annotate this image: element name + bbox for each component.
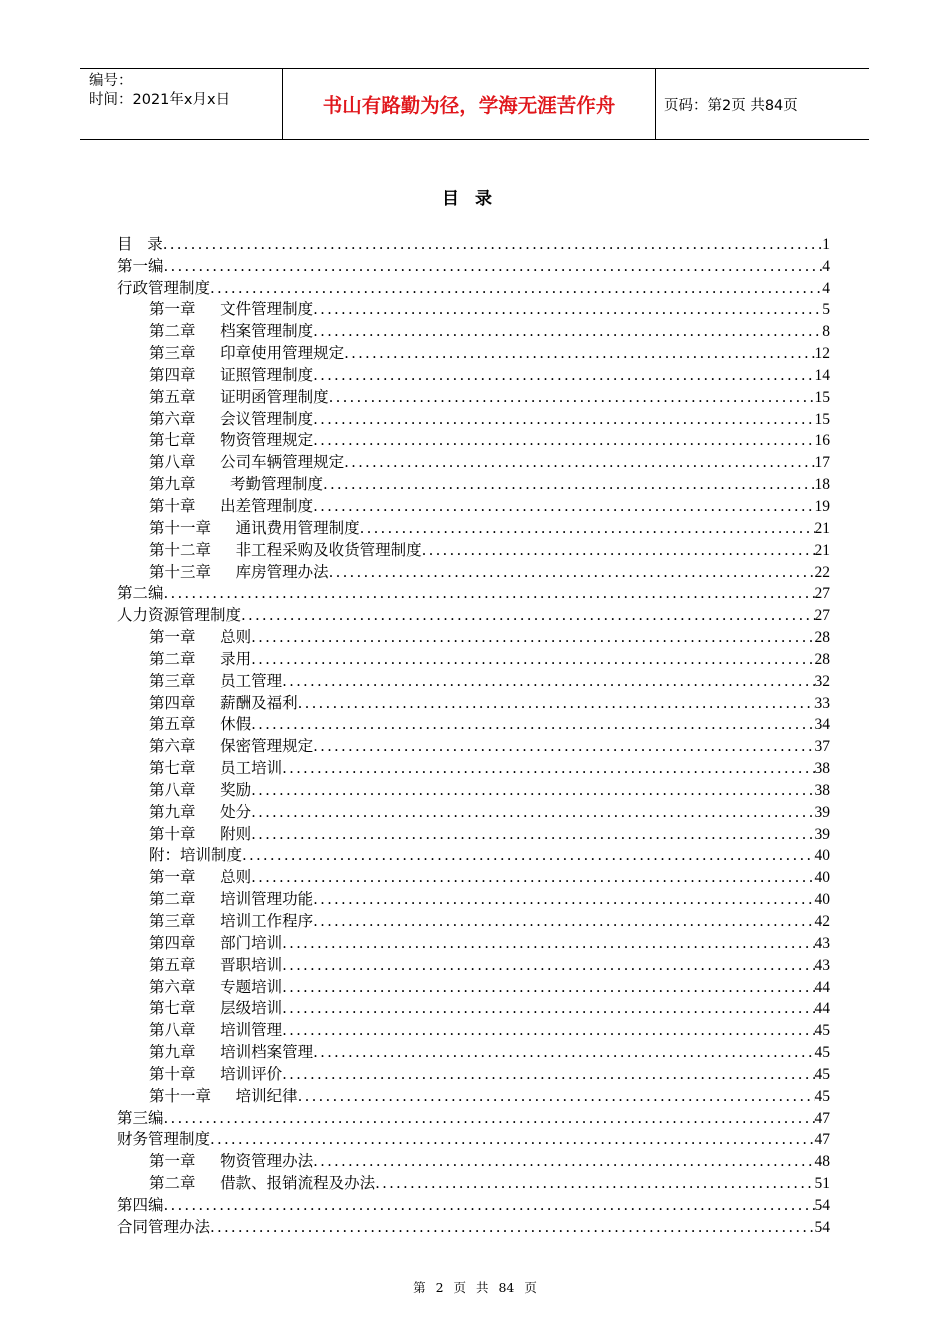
toc-entry-page: 22	[814, 563, 830, 581]
toc-entry-page: 27	[814, 585, 830, 603]
toc-leader-dots	[251, 867, 814, 888]
toc-entry-page: 1	[822, 235, 830, 253]
toc-entry-page: 18	[814, 476, 830, 494]
toc-leader-dots	[313, 299, 822, 320]
toc-leader-dots	[282, 758, 814, 779]
toc-entry-page: 15	[814, 388, 830, 406]
toc-entry-label: 合同管理办法	[117, 1217, 211, 1236]
toc-leader-dots	[282, 977, 814, 998]
toc-entry-label: 第四章 证照管理制度	[149, 365, 314, 384]
toc-entry-label: 第六章 会议管理制度	[149, 409, 314, 428]
table-of-contents	[117, 233, 830, 1238]
toc-entry[interactable]	[117, 1129, 830, 1151]
toc-entry[interactable]	[117, 430, 830, 452]
toc-entry-label: 第七章 员工培训	[149, 759, 283, 778]
toc-entry[interactable]	[117, 735, 830, 757]
toc-entry-label: 第十章 出差管理制度	[149, 496, 314, 515]
toc-entry-page: 38	[814, 781, 830, 799]
toc-entry-label: 第七章 物资管理规定	[149, 431, 314, 450]
toc-entry[interactable]	[117, 626, 830, 648]
page-header	[80, 68, 869, 140]
toc-leader-dots	[251, 649, 814, 670]
toc-entry-page: 8	[822, 323, 830, 341]
toc-entry-label: 第十章 附则	[149, 824, 252, 843]
toc-entry[interactable]	[117, 954, 830, 976]
toc-entry[interactable]	[117, 364, 830, 386]
toc-entry-label: 第一章 文件管理制度	[149, 300, 314, 319]
toc-entry-label: 第十一章 通讯费用管理制度	[149, 518, 360, 537]
toc-entry[interactable]	[117, 1019, 830, 1041]
toc-entry[interactable]	[117, 277, 830, 299]
header-motto: 书山有路勤为径，学海无涯苦作舟	[282, 69, 656, 139]
toc-entry-page: 54	[814, 1196, 830, 1214]
toc-entry-page: 12	[814, 345, 830, 363]
toc-entry[interactable]	[117, 561, 830, 583]
toc-entry-label: 第三章 印章使用管理规定	[149, 344, 345, 363]
date-label: 时间：2021年x月x日	[89, 92, 231, 108]
toc-entry-page: 42	[814, 913, 830, 930]
toc-entry[interactable]	[117, 495, 830, 517]
toc-entry-label: 第六章 保密管理规定	[149, 737, 314, 756]
toc-leader-dots	[282, 671, 814, 692]
toc-entry[interactable]	[117, 342, 830, 364]
page-footer: 第 2 页 共 84 页	[413, 1280, 537, 1295]
toc-entry-label: 附：培训制度	[149, 846, 243, 865]
toc-entry[interactable]	[117, 604, 830, 626]
toc-entry-page: 5	[822, 301, 830, 319]
toc-entry-page: 45	[814, 1087, 830, 1105]
toc-entry-page: 34	[814, 716, 830, 734]
toc-leader-dots	[241, 605, 814, 626]
toc-leader-dots	[251, 627, 814, 648]
toc-entry-label: 第一章 总则	[149, 628, 252, 647]
toc-entry-page: 48	[814, 1153, 830, 1171]
toc-entry-page: 44	[814, 1000, 830, 1018]
toc-entry-label: 第六章 专题培训	[149, 977, 283, 996]
toc-leader-dots	[313, 496, 814, 517]
toc-leader-dots	[298, 1086, 815, 1107]
toc-entry-label: 第二章 录用	[149, 649, 252, 668]
toc-entry-label: 第二编	[117, 584, 164, 603]
toc-leader-dots	[251, 714, 814, 735]
toc-title: 目录	[442, 189, 508, 209]
toc-leader-dots	[163, 234, 822, 255]
toc-entry-label: 第四章 部门培训	[149, 933, 283, 952]
toc-entry[interactable]	[117, 845, 830, 867]
toc-entry-page: 17	[814, 454, 830, 472]
toc-leader-dots	[375, 1173, 814, 1194]
toc-entry-page: 39	[814, 803, 830, 821]
toc-leader-dots	[329, 387, 815, 408]
toc-entry-label: 第九章 培训档案管理	[149, 1043, 314, 1062]
toc-entry[interactable]	[117, 910, 830, 932]
toc-entry[interactable]	[117, 670, 830, 692]
toc-entry[interactable]	[117, 386, 830, 408]
toc-entry[interactable]	[117, 976, 830, 998]
toc-entry[interactable]	[117, 823, 830, 845]
toc-entry-page: 47	[814, 1131, 830, 1149]
toc-entry-label: 第二章 借款、报销流程及办法	[149, 1174, 376, 1193]
toc-leader-dots	[282, 998, 814, 1019]
toc-entry[interactable]	[117, 255, 830, 277]
toc-leader-dots	[251, 780, 814, 801]
toc-entry-label: 第四编	[117, 1195, 164, 1214]
toc-leader-dots	[282, 1064, 814, 1085]
toc-entry-label: 第二章 档案管理制度	[149, 322, 314, 341]
toc-entry[interactable]	[117, 583, 830, 605]
toc-entry-page: 19	[814, 497, 830, 515]
toc-leader-dots	[210, 1217, 814, 1238]
toc-leader-dots	[164, 1108, 815, 1129]
toc-entry-page: 4	[822, 279, 830, 297]
toc-leader-dots	[282, 1020, 814, 1041]
toc-leader-dots	[242, 845, 814, 866]
toc-entry-page: 45	[814, 1065, 830, 1083]
toc-leader-dots	[360, 518, 815, 539]
toc-leader-dots	[164, 256, 823, 277]
toc-entry[interactable]	[117, 1041, 830, 1063]
toc-entry-page: 43	[814, 934, 830, 952]
toc-entry-label: 第三章 员工管理	[149, 671, 283, 690]
toc-entry[interactable]	[117, 1150, 830, 1172]
header-meta	[80, 69, 282, 139]
toc-entry-label: 第五章 证明函管理制度	[149, 387, 329, 406]
toc-entry-page: 39	[814, 825, 830, 843]
toc-leader-dots	[313, 365, 814, 386]
toc-entry[interactable]	[117, 998, 830, 1020]
toc-entry[interactable]	[117, 1194, 830, 1216]
toc-leader-dots	[298, 693, 815, 714]
toc-leader-dots	[251, 824, 814, 845]
toc-entry-label: 第二章 培训管理功能	[149, 890, 314, 909]
toc-entry[interactable]	[117, 888, 830, 910]
toc-entry-page: 4	[822, 257, 830, 275]
toc-entry[interactable]	[117, 648, 830, 670]
toc-entry-label: 第一章 物资管理办法	[149, 1152, 314, 1171]
toc-entry-label: 第八章 公司车辆管理规定	[149, 453, 345, 472]
toc-entry[interactable]	[117, 757, 830, 779]
toc-entry-page: 38	[814, 760, 830, 778]
toc-leader-dots	[164, 583, 815, 604]
toc-entry-page: 33	[814, 694, 830, 712]
toc-entry-page: 32	[814, 672, 830, 690]
toc-entry-label: 第九章 处分	[149, 802, 252, 821]
toc-entry-page: 45	[814, 1022, 830, 1040]
toc-entry-page: 45	[814, 1044, 830, 1062]
toc-entry[interactable]	[117, 320, 830, 342]
toc-leader-dots	[344, 452, 814, 473]
toc-entry-label: 第八章 培训管理	[149, 1021, 283, 1040]
toc-leader-dots	[313, 736, 814, 757]
toc-entry[interactable]	[117, 1085, 830, 1107]
toc-entry[interactable]	[117, 408, 830, 430]
toc-entry-label: 第四章 薪酬及福利	[149, 693, 298, 712]
toc-entry[interactable]	[117, 1216, 830, 1238]
toc-leader-dots	[164, 1195, 815, 1216]
toc-entry[interactable]	[117, 801, 830, 823]
toc-entry-page: 28	[814, 650, 830, 668]
toc-leader-dots	[313, 889, 814, 910]
toc-entry-page: 14	[814, 366, 830, 384]
toc-entry-page: 40	[814, 891, 830, 909]
toc-entry-page: 43	[814, 956, 830, 974]
toc-leader-dots	[422, 540, 815, 561]
header-page-info: 页码：第2页 共84页	[664, 97, 798, 114]
toc-entry[interactable]	[117, 451, 830, 473]
toc-entry-label: 第十一章 培训纪律	[149, 1086, 298, 1105]
toc-entry[interactable]	[117, 866, 830, 888]
toc-entry-label: 行政管理制度	[117, 278, 211, 297]
toc-entry[interactable]	[117, 714, 830, 736]
toc-entry[interactable]	[117, 1063, 830, 1085]
toc-entry[interactable]	[117, 233, 830, 255]
toc-entry-page: 54	[814, 1218, 830, 1236]
toc-entry-label: 第十章 培训评价	[149, 1064, 283, 1083]
toc-leader-dots	[323, 474, 815, 495]
toc-entry[interactable]	[117, 692, 830, 714]
toc-entry-label: 第三章 培训工作程序	[149, 912, 314, 930]
toc-entry[interactable]	[117, 299, 830, 321]
toc-leader-dots	[282, 955, 814, 976]
toc-entry-label: 第一章 总则	[149, 868, 252, 887]
toc-entry-label: 第八章 奖励	[149, 780, 252, 799]
toc-entry-label: 第一编	[117, 256, 164, 275]
toc-leader-dots	[313, 1042, 814, 1063]
toc-entry-page: 37	[814, 738, 830, 756]
toc-entry-page: 16	[814, 432, 830, 450]
toc-leader-dots	[251, 802, 814, 823]
toc-entry-label: 人力资源管理制度	[117, 606, 242, 625]
toc-leader-dots	[313, 321, 822, 342]
toc-leader-dots	[210, 1129, 814, 1150]
toc-entry-label: 目 录	[117, 234, 163, 253]
toc-entry-page: 15	[814, 410, 830, 428]
toc-entry[interactable]	[117, 932, 830, 954]
toc-leader-dots	[313, 409, 814, 430]
doc-number-label: 编号：	[89, 73, 133, 89]
toc-entry-page: 28	[814, 629, 830, 647]
toc-entry[interactable]	[117, 1107, 830, 1129]
toc-entry-page: 21	[814, 519, 830, 537]
toc-entry[interactable]	[117, 539, 830, 561]
toc-entry-label: 第三编	[117, 1108, 164, 1127]
toc-entry[interactable]	[117, 779, 830, 801]
toc-entry-label: 第五章 晋职培训	[149, 955, 283, 974]
toc-entry-page: 40	[814, 847, 830, 865]
toc-entry-label: 第九章 考勤管理制度	[149, 475, 323, 494]
toc-entry[interactable]	[117, 517, 830, 539]
toc-entry-page: 27	[814, 607, 830, 625]
toc-leader-dots	[313, 1151, 814, 1172]
toc-entry-page: 44	[814, 978, 830, 996]
toc-leader-dots	[329, 562, 815, 583]
toc-leader-dots	[313, 430, 814, 451]
toc-entry-label: 第七章 层级培训	[149, 999, 283, 1018]
toc-entry-page: 51	[814, 1175, 830, 1193]
toc-entry-label: 第五章 休假	[149, 715, 252, 734]
toc-entry-page: 21	[814, 541, 830, 559]
toc-entry-label: 财务管理制度	[117, 1130, 211, 1149]
toc-leader-dots	[282, 933, 814, 954]
toc-entry[interactable]	[117, 1172, 830, 1194]
toc-leader-dots	[210, 278, 822, 299]
toc-entry-page: 47	[814, 1109, 830, 1127]
toc-entry[interactable]	[117, 473, 830, 495]
toc-leader-dots	[344, 343, 814, 364]
toc-leader-dots	[313, 911, 814, 932]
toc-entry-label: 第十二章 非工程采购及收货管理制度	[149, 540, 422, 559]
toc-entry-label: 第十三章 库房管理办法	[149, 562, 329, 581]
toc-entry-page: 40	[814, 869, 830, 887]
